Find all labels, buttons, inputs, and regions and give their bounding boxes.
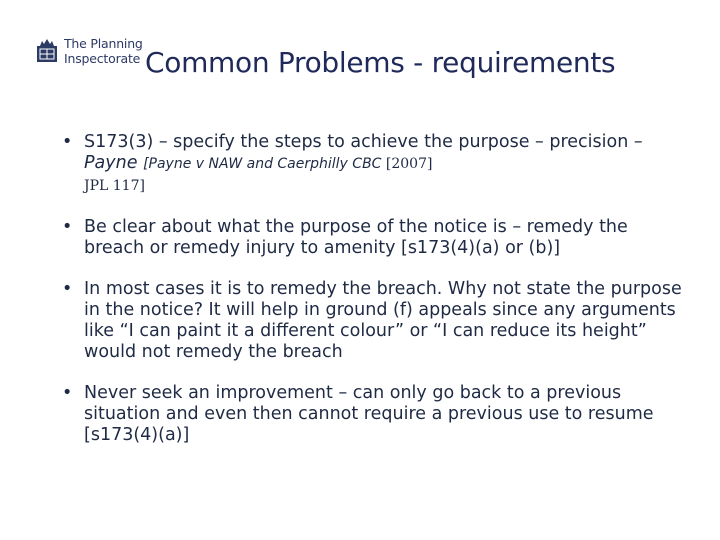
bullet-item-3: • In most cases it is to remedy the breach. Why not state the purpose in the notice? It will help in ground (f) appeals since any arguments like “I can paint it a different colour” or “I can reduce its height” would not remedy the breach xyxy=(84,279,684,363)
crest-icon xyxy=(36,38,58,64)
logo-line-2: Inspectorate xyxy=(64,51,141,66)
bullet-1-text: S173(3) – specify the steps to achieve the purpose – precision – xyxy=(84,132,643,152)
logo-wordmark xyxy=(64,36,143,66)
bullet-item-2: • Be clear about what the purpose of the notice is – remedy the breach or remedy injury to amenity [s173(4)(a) or (b)] xyxy=(84,217,684,259)
planning-inspectorate-logo xyxy=(36,36,143,66)
bullet-item-4: • Never seek an improvement – can only go back to a previous situation and even then cannot require a previous use to resume [s173(4)(a)] xyxy=(84,383,684,446)
bullet-list xyxy=(84,132,684,466)
slide-title: Common Problems - requirements xyxy=(145,46,616,79)
bullet-1-citation-year: [2007] xyxy=(381,156,433,172)
bullet-1-case-name: Payne xyxy=(84,153,138,173)
logo-line-1: The Planning xyxy=(64,36,143,51)
bullet-1-citation: [Payne v NAW and Caerphilly CBC xyxy=(143,156,382,172)
bullet-item-1 xyxy=(84,132,684,197)
bullet-1-citation-ref: JPL 117] xyxy=(84,178,145,194)
